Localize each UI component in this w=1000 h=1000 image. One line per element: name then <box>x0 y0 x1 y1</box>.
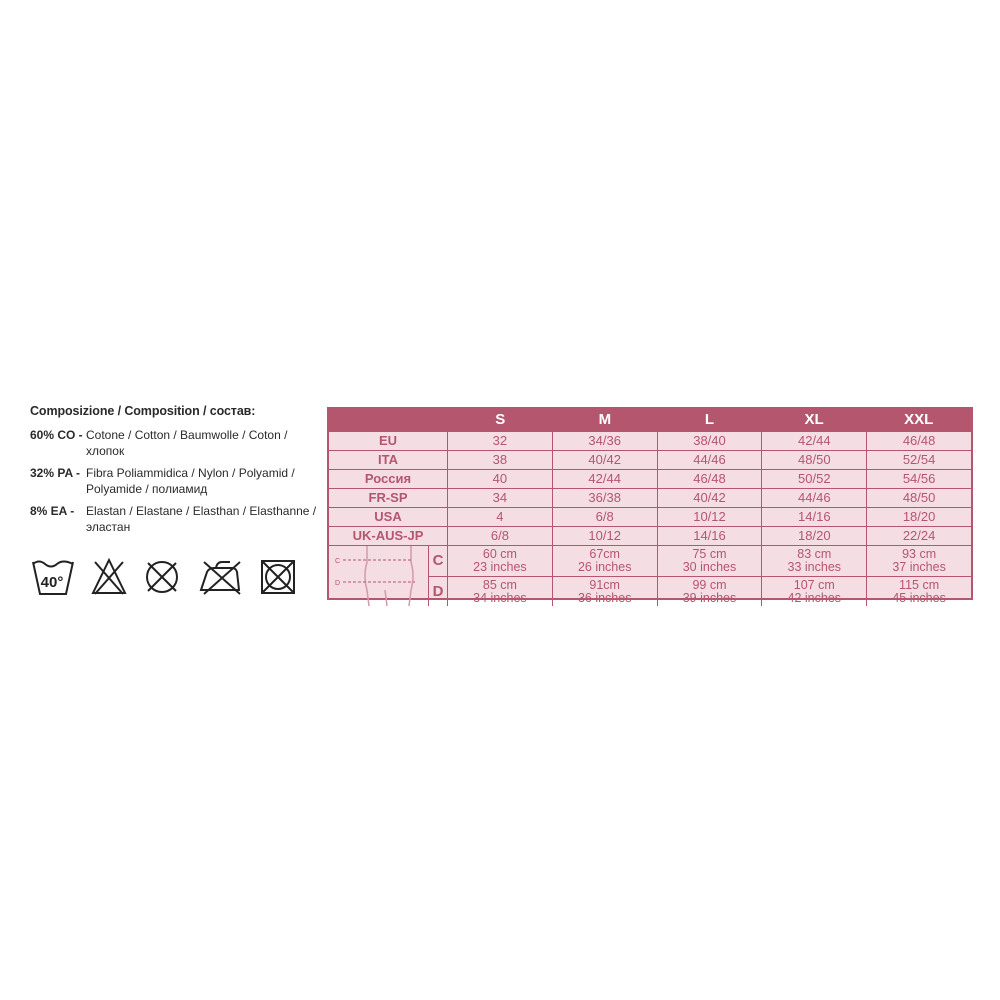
size-cell: 36/38 <box>553 489 658 507</box>
measure-cm: 75 cm <box>692 547 727 561</box>
size-header-cell: M <box>598 411 612 428</box>
composition-description: Cotone / Cotton / Baumwolle / Coton / хлопок <box>86 428 288 458</box>
size-cell: 42/44 <box>762 432 867 450</box>
no-iron-icon <box>196 556 244 598</box>
measure-cm: 91cm <box>589 577 620 592</box>
size-cell: 14/16 <box>762 508 867 526</box>
measure-letter-c: C <box>432 552 444 570</box>
measure-cell <box>658 546 763 576</box>
measure-cell <box>762 577 867 607</box>
size-cell: 4 <box>448 508 553 526</box>
size-cell: 34/36 <box>553 432 658 450</box>
measure-cm: 93 cm <box>902 547 937 561</box>
measurement-section <box>329 545 971 606</box>
measure-cell <box>553 577 658 607</box>
measure-cm: 60 cm <box>482 547 517 561</box>
size-cell: 10/12 <box>658 508 763 526</box>
measure-in: 26 inches <box>577 560 632 574</box>
size-header-cell: XL <box>804 411 824 428</box>
size-cell: 6/8 <box>448 527 553 545</box>
measure-cell <box>448 546 553 576</box>
figure-label-d: D <box>335 580 341 587</box>
table-row <box>329 431 971 450</box>
measure-cm: 85 cm <box>482 577 517 592</box>
size-cell: 46/48 <box>902 433 936 448</box>
measure-cm: 67cm <box>589 547 620 561</box>
measure-cell <box>762 546 867 576</box>
size-cell: 44/46 <box>658 451 763 469</box>
measure-in: 34 inches <box>473 590 527 605</box>
measure-in: 45 inches <box>892 590 946 605</box>
composition-block <box>30 404 320 541</box>
size-cell: 54/56 <box>902 471 936 486</box>
measure-in: 42 inches <box>787 590 842 605</box>
composition-title: Composizione / Composition / состав: <box>30 404 256 418</box>
table-row <box>329 488 971 507</box>
measure-cell <box>553 546 658 576</box>
size-cell: 14/16 <box>658 527 763 545</box>
measure-in: 36 inches <box>577 590 632 605</box>
region-label: Россия <box>329 470 448 488</box>
measure-in: 37 inches <box>892 560 946 574</box>
size-cell: 48/50 <box>902 490 936 505</box>
size-cell: 40 <box>448 470 553 488</box>
region-label: FR-SP <box>329 489 448 507</box>
measurement-row <box>448 576 971 607</box>
wash-40-icon <box>30 556 76 598</box>
size-cell: 46/48 <box>658 470 763 488</box>
table-row <box>329 526 971 545</box>
no-dry-clean-icon <box>142 556 182 598</box>
measure-cell <box>448 577 553 607</box>
table-row <box>329 469 971 488</box>
measure-cm: 99 cm <box>692 577 727 592</box>
composition-description: Elastan / Elastane / Elasthan / Elasthanne / эластан <box>86 504 317 534</box>
size-cell: 50/52 <box>762 470 867 488</box>
measurement-letters <box>429 546 448 606</box>
size-cell: 6/8 <box>553 508 658 526</box>
size-table <box>327 407 973 605</box>
measure-in: 30 inches <box>682 560 737 574</box>
size-cell: 32 <box>448 432 553 450</box>
size-cell: 40/42 <box>553 451 658 469</box>
no-tumble-dry-icon <box>258 556 298 598</box>
size-cell: 34 <box>448 489 553 507</box>
composition-code: 60% CO - <box>30 428 83 442</box>
region-label: ITA <box>329 451 448 469</box>
size-header-cell: S <box>495 411 506 428</box>
size-cell: 52/54 <box>902 452 936 467</box>
size-header <box>329 409 971 431</box>
region-label: UK-AUS-JP <box>329 527 448 545</box>
measurement-values <box>448 546 971 606</box>
measure-cm: 83 cm <box>797 547 832 561</box>
measure-letter-d: D <box>429 576 447 607</box>
measure-cell <box>658 577 763 607</box>
figure-label-c: C <box>335 558 341 565</box>
size-cell: 18/20 <box>762 527 867 545</box>
size-cell: 10/12 <box>553 527 658 545</box>
size-cell: 22/24 <box>902 528 936 543</box>
composition-code: 8% EA - <box>30 504 75 518</box>
size-cell: 42/44 <box>553 470 658 488</box>
measure-cm: 115 cm <box>899 577 940 592</box>
care-symbols <box>30 556 298 598</box>
region-label: EU <box>329 432 448 450</box>
measure-cell <box>867 577 971 607</box>
composition-item <box>30 427 320 459</box>
composition-item <box>30 465 320 497</box>
composition-description: Fibra Poliammidica / Nylon / Polyamid / Polyamide / полиамид <box>86 466 295 496</box>
size-cell: 18/20 <box>902 509 936 524</box>
size-header-cell: L <box>704 411 715 428</box>
measurement-row <box>448 546 971 576</box>
composition-code: 32% PA - <box>30 466 81 480</box>
no-bleach-icon <box>90 556 128 598</box>
header-corner <box>329 409 448 431</box>
region-label: USA <box>329 508 448 526</box>
table-row <box>329 507 971 526</box>
measure-in: 23 inches <box>473 560 527 574</box>
body-measure-diagram-icon <box>329 546 428 606</box>
wash-temp-label: 40° <box>40 574 64 591</box>
size-cell: 40/42 <box>658 489 763 507</box>
size-cell: 38 <box>448 451 553 469</box>
size-header-cell: XXL <box>904 411 934 428</box>
size-cell: 38/40 <box>658 432 763 450</box>
composition-item <box>30 503 320 535</box>
measure-cm: 107 cm <box>793 577 835 592</box>
body-figure <box>329 546 429 606</box>
measure-cell <box>867 546 971 576</box>
table-row <box>329 450 971 469</box>
measure-in: 33 inches <box>787 560 842 574</box>
measure-in: 39 inches <box>682 590 737 605</box>
size-cell: 44/46 <box>762 489 867 507</box>
size-grid <box>329 431 971 605</box>
size-cell: 48/50 <box>762 451 867 469</box>
